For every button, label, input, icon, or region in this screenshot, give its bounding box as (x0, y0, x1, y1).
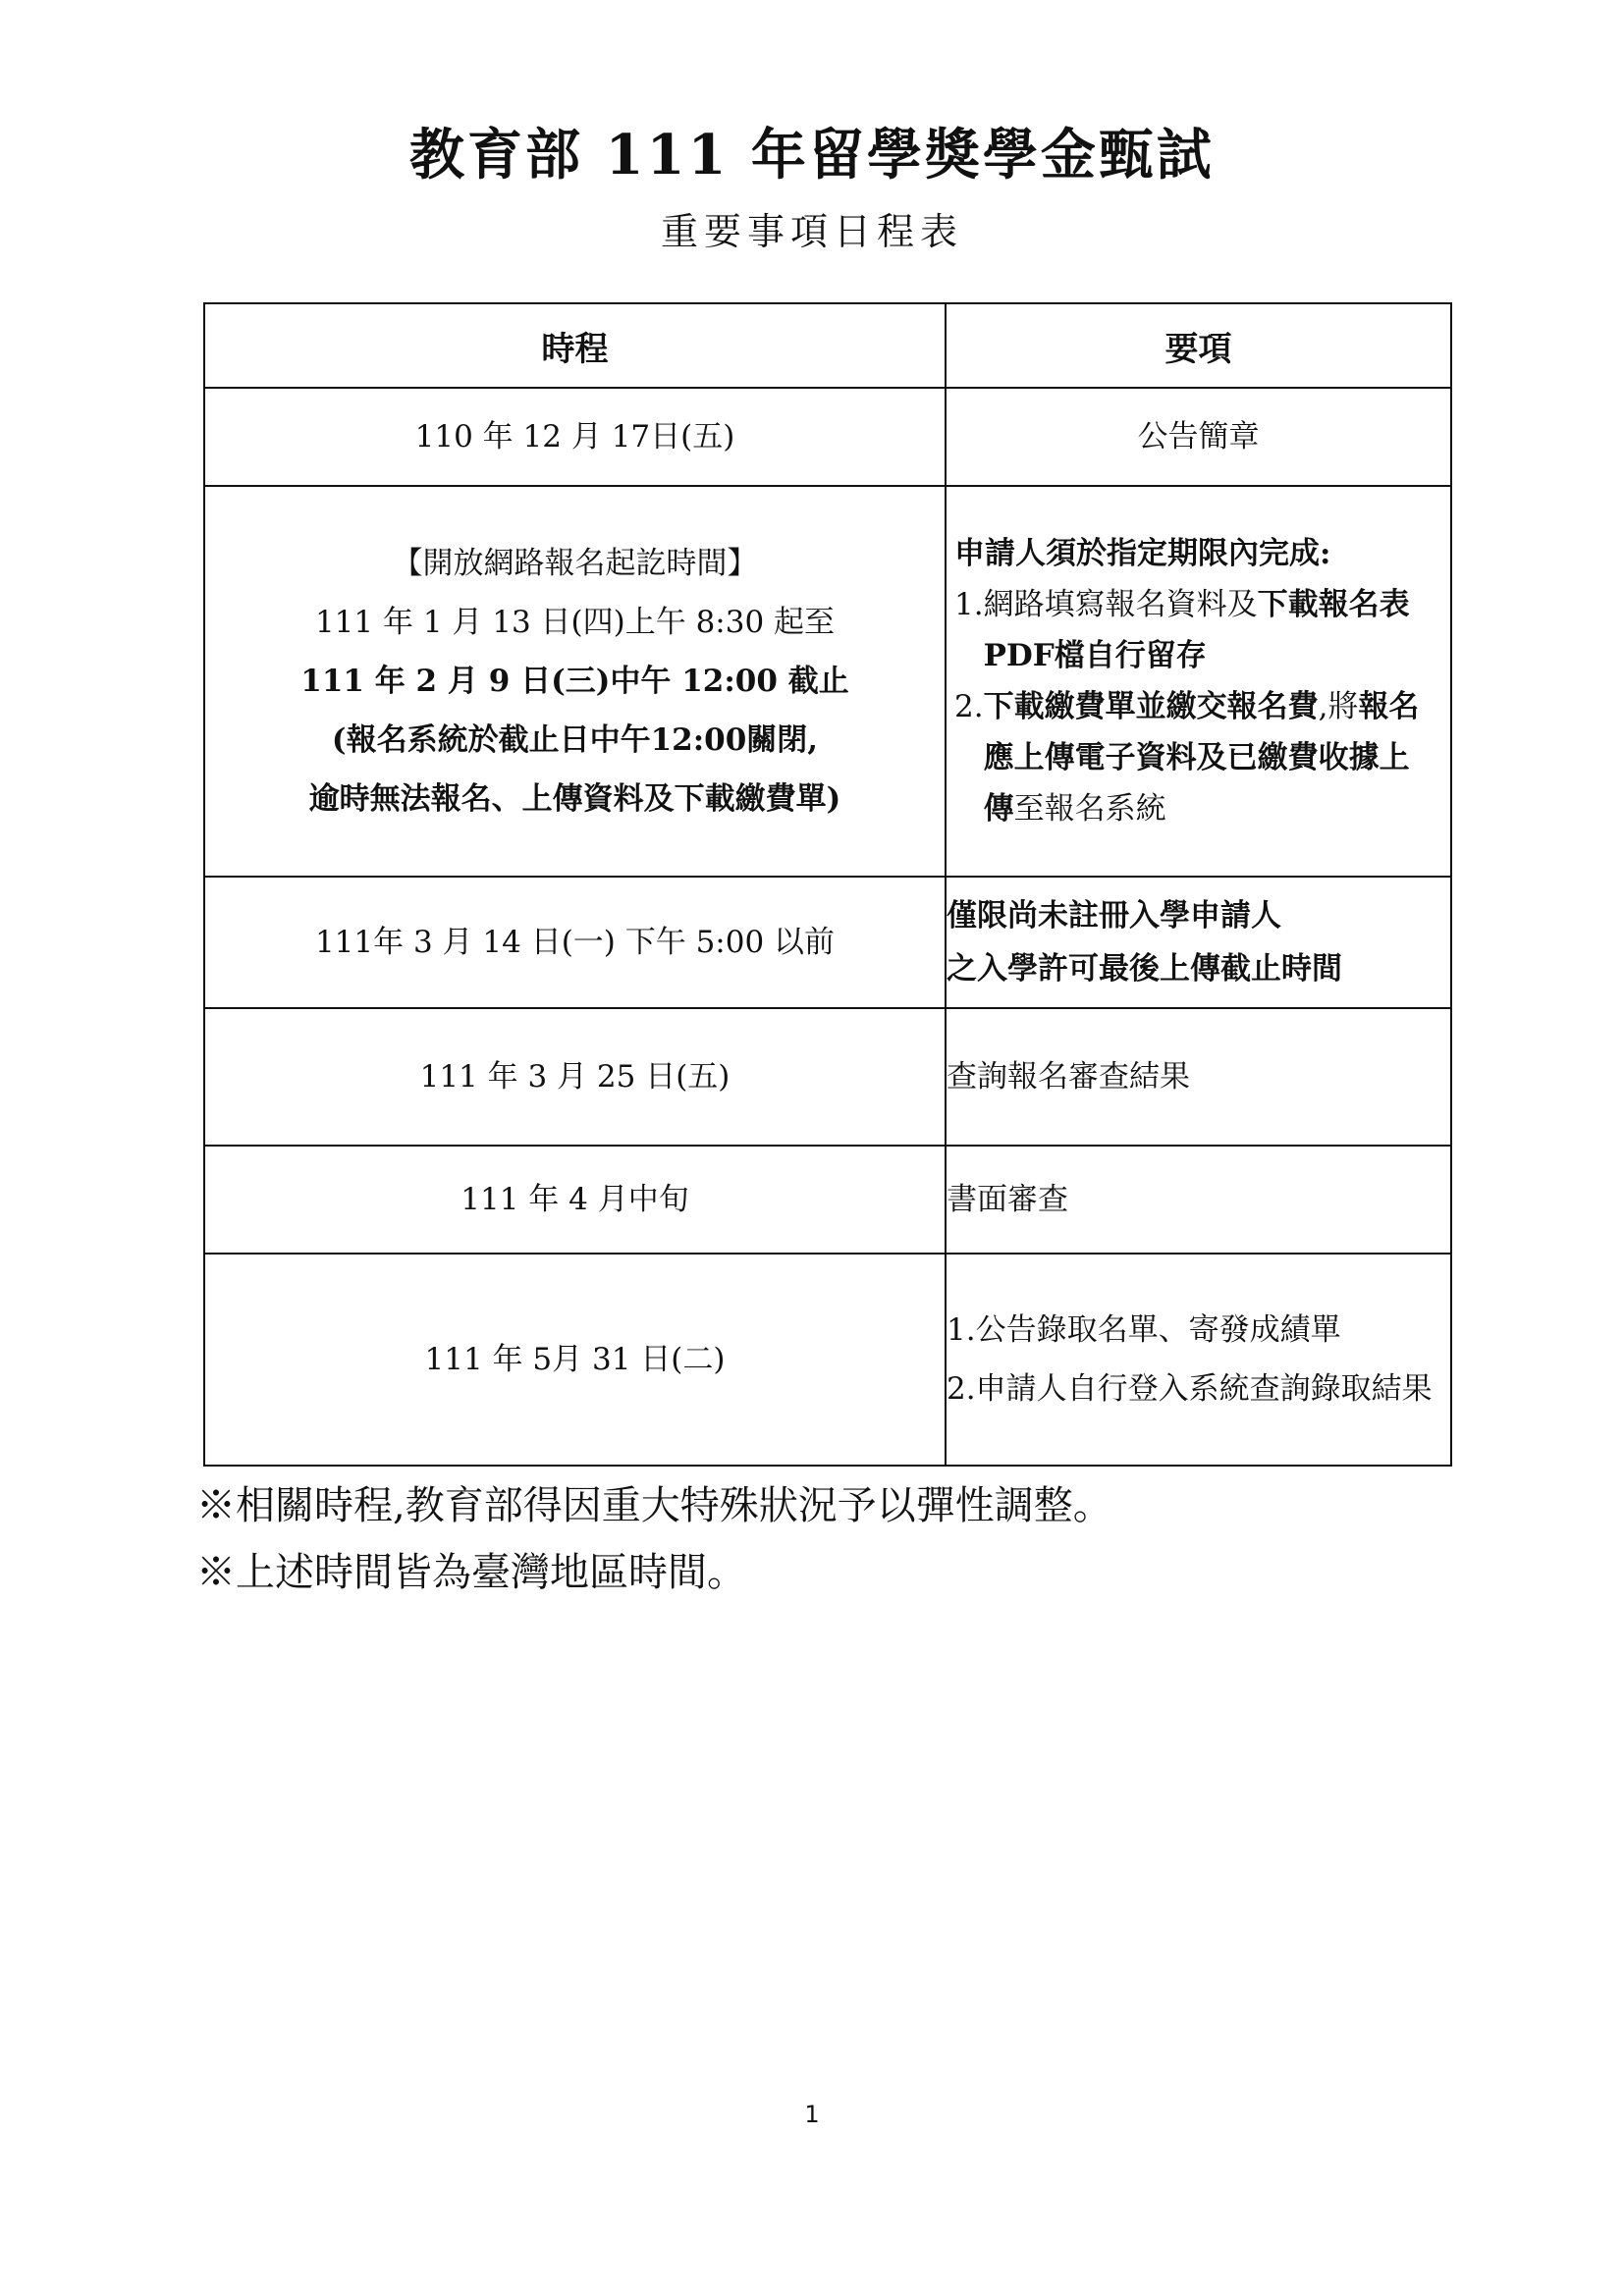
table-row (204, 388, 1451, 486)
item-heading: 申請人須於指定期限內完成: (954, 536, 1331, 571)
item-cell: 查詢報名審查結果 (946, 1008, 1451, 1146)
table-row (204, 1146, 1451, 1254)
list-text: 網路填寫報名資料及 (983, 587, 1258, 622)
item-cell (946, 1254, 1451, 1466)
list-number: 2. (954, 689, 984, 724)
list-number: 2. (947, 1371, 976, 1407)
table-row (204, 1008, 1451, 1146)
time-cell: 111 年 4 月中旬 (204, 1146, 946, 1254)
time-cell: 111年 3 月 14 日(一) 下午 5:00 以前 (204, 877, 946, 1008)
list-text: 申請人自行登入系統查詢錄取結果 (975, 1371, 1433, 1407)
list-item (954, 681, 1438, 834)
item-cell: 公告簡章 (946, 388, 1451, 486)
list-item (947, 1360, 1446, 1418)
table-row (204, 877, 1451, 1008)
table-row (204, 486, 1451, 877)
list-number: 1. (947, 1312, 976, 1348)
time-cell: 111 年 3 月 25 日(五) (204, 1008, 946, 1146)
table-row (204, 1254, 1451, 1466)
registration-note: 逾時無法報名、上傳資料及下載繳費單) (308, 781, 841, 817)
schedule-table (203, 302, 1452, 1467)
list-text-bold: 報名應上傳電子資料及已繳費收據上傳 (983, 689, 1420, 827)
registration-start: 111 年 1 月 13 日(四)上午 8:30 起至 (314, 605, 836, 640)
list-text: ,將 (1318, 689, 1359, 724)
page-number: 1 (804, 2101, 820, 2128)
note-line: ※上述時間皆為臺灣地區時間。 (196, 1550, 746, 1595)
notes (196, 1472, 1112, 1606)
document-title: 教育部 111 年留學獎學金甄試 (409, 123, 1215, 187)
list-text-bold: 下載報名表PDF檔自行留存 (983, 587, 1410, 673)
list-text: 公告錄取名單、寄發成績單 (975, 1312, 1341, 1348)
time-cell: 111 年 5月 31 日(二) (204, 1254, 946, 1466)
list-text: 至報名系統 (1013, 791, 1166, 827)
table-header-row (204, 303, 1451, 388)
list-text-bold: 下載繳費單並繳交報名費 (983, 689, 1319, 724)
item-cell (946, 877, 1451, 1008)
item-cell (946, 486, 1451, 877)
header-schedule: 時程 (204, 303, 946, 388)
time-cell (204, 486, 946, 877)
list-item (947, 1301, 1446, 1360)
item-cell: 書面審查 (946, 1146, 1451, 1254)
note-line: ※相關時程,教育部得因重大特殊狀況予以彈性調整。 (196, 1483, 1112, 1528)
registration-end: 111 年 2 月 9 日(三)中午 12:00 截止 (300, 664, 849, 699)
header-item: 要項 (946, 303, 1451, 388)
registration-note: (報名系統於截止日中午12:00關閉, (331, 722, 819, 758)
time-cell: 110 年 12 月 17日(五) (204, 388, 946, 486)
item-line: 之入學許可最後上傳截止時間 (947, 951, 1342, 987)
list-item (954, 579, 1438, 681)
list-number: 1. (954, 587, 984, 622)
item-line: 僅限尚未註冊入學申請人 (947, 898, 1281, 934)
registration-period-heading: 【開放網路報名起訖時間】 (392, 546, 758, 581)
document-subtitle: 重要事項日程表 (660, 210, 963, 253)
